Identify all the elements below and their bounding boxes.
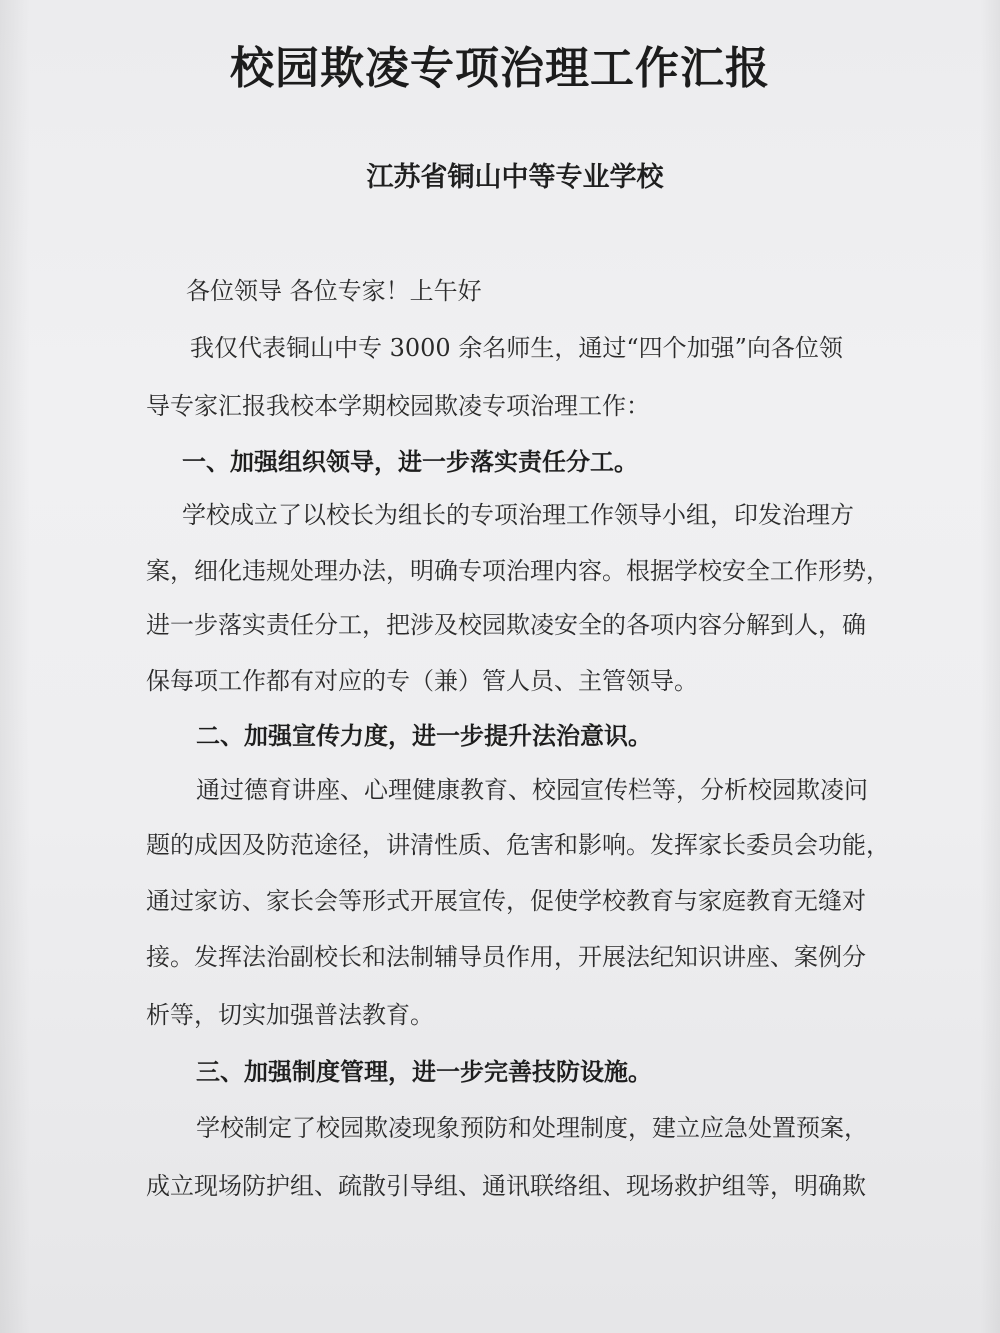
section-2-line-3: 通过家访、家长会等形式开展宣传，促使学校教育与家庭教育无缝对 xyxy=(146,887,866,915)
section-1-line-3: 进一步落实责任分工，把涉及校园欺凌安全的各项内容分解到人，确 xyxy=(146,611,866,639)
section-1-line-2: 案，细化违规处理办法，明确专项治理内容。根据学校安全工作形势， xyxy=(146,557,890,585)
intro-line-2: 导专家汇报我校本学期校园欺凌专项治理工作： xyxy=(146,392,650,420)
section-2-line-5: 析等，切实加强普法教育。 xyxy=(146,1001,434,1029)
intro-line-1: 我仅代表铜山中专 3000 余名师生，通过“四个加强”向各位领 xyxy=(190,334,843,362)
section-1-line-4: 保每项工作都有对应的专（兼）管人员、主管领导。 xyxy=(146,667,698,695)
section-2-line-4: 接。发挥法治副校长和法制辅导员作用，开展法纪知识讲座、案例分 xyxy=(146,943,866,971)
section-heading-1: 一、加强组织领导，进一步落实责任分工。 xyxy=(182,448,638,476)
section-heading-2: 二、加强宣传力度，进一步提升法治意识。 xyxy=(196,722,652,750)
section-3-line-2: 成立现场防护组、疏散引导组、通讯联络组、现场救护组等，明确欺 xyxy=(146,1172,866,1200)
section-1-line-1: 学校成立了以校长为组长的专项治理工作领导小组，印发治理方 xyxy=(182,501,854,529)
section-3-line-1: 学校制定了校园欺凌现象预防和处理制度，建立应急处置预案， xyxy=(196,1114,868,1142)
document-subtitle: 江苏省铜山中等专业学校 xyxy=(366,162,664,193)
section-2-line-1: 通过德育讲座、心理健康教育、校园宣传栏等，分析校园欺凌问 xyxy=(196,776,868,804)
document-title: 校园欺凌专项治理工作汇报 xyxy=(230,43,770,94)
greeting-line: 各位领导 各位专家！上午好 xyxy=(186,277,482,305)
section-2-line-2: 题的成因及防范途径，讲清性质、危害和影响。发挥家长委员会功能， xyxy=(146,831,890,859)
section-heading-3: 三、加强制度管理，进一步完善技防设施。 xyxy=(196,1058,652,1086)
